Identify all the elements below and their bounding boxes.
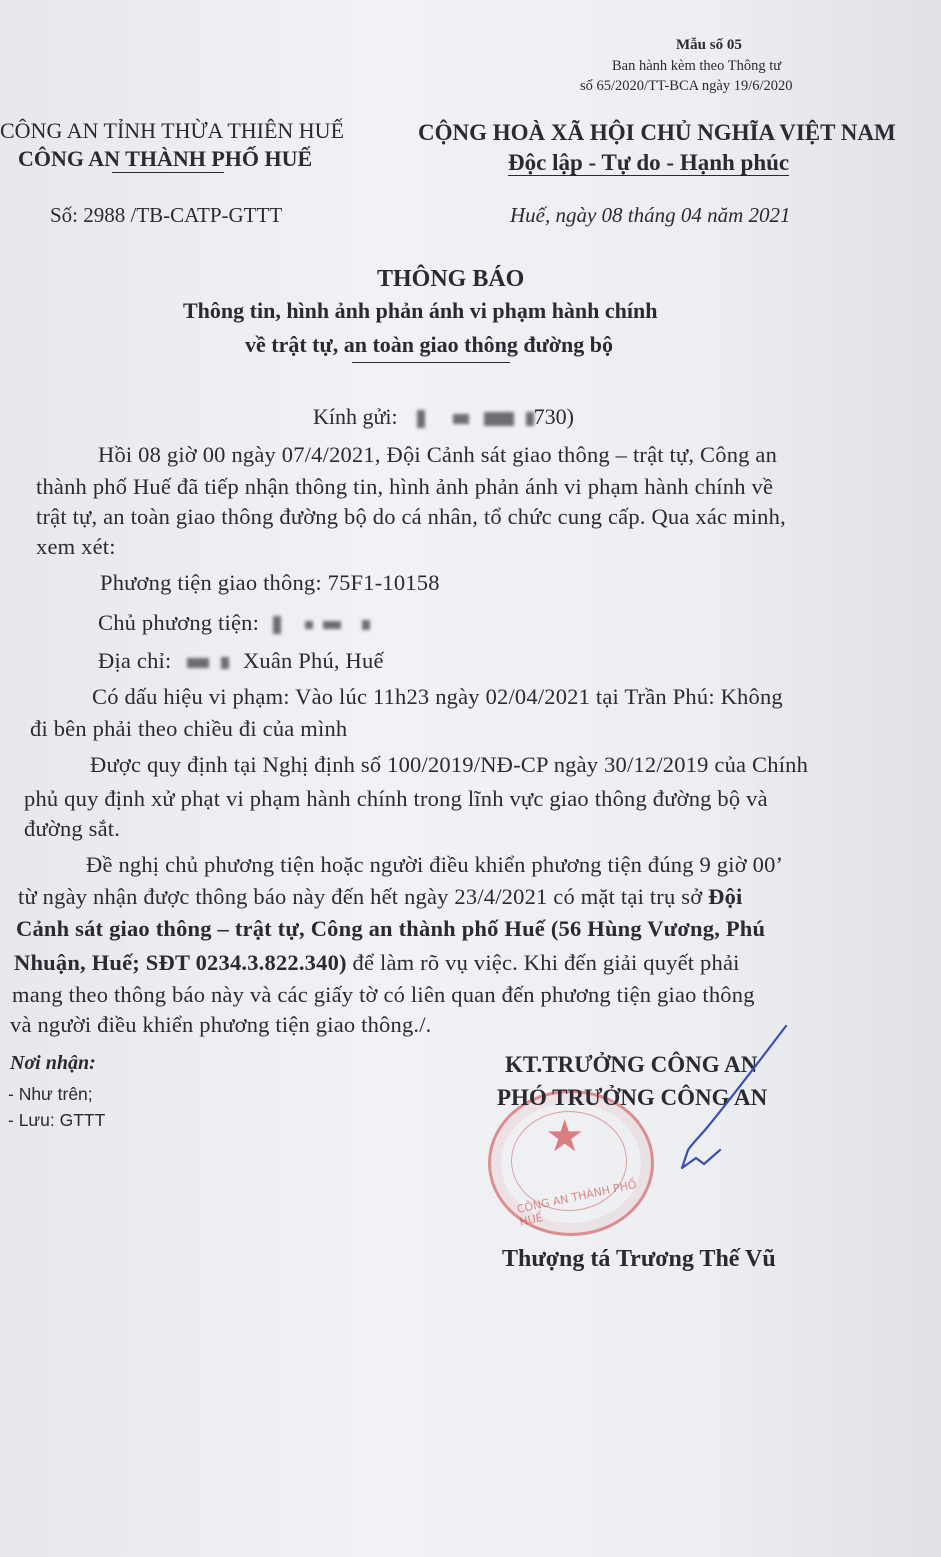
recipient-line xyxy=(313,404,574,430)
redacted-block xyxy=(362,620,370,630)
request-line-2 xyxy=(18,884,743,910)
redacted-block xyxy=(484,412,514,426)
signer-name: Thượng tá Trương Thế Vũ xyxy=(502,1246,776,1272)
document-title: THÔNG BÁO xyxy=(377,266,525,292)
redacted-block xyxy=(305,621,313,629)
vehicle-label: Phương tiện giao thông: xyxy=(100,570,322,595)
issuer-parent: CÔNG AN TỈNH THỪA THIÊN HUẾ xyxy=(0,118,345,143)
form-number: Mẫu số 05 xyxy=(676,37,742,53)
request-line-4 xyxy=(14,950,740,976)
redacted-block xyxy=(273,616,281,634)
vehicle-line xyxy=(100,570,440,596)
request-line-4-bold: Nhuận, Huế; SĐT 0234.3.822.340) xyxy=(14,950,347,975)
redacted-block xyxy=(417,410,425,428)
address-label: Địa chỉ: xyxy=(98,648,172,673)
document-subtitle-1: Thông tin, hình ảnh phản ánh vi phạm hành chính xyxy=(183,298,658,323)
redacted-block xyxy=(323,621,341,629)
recipient-suffix: 730) xyxy=(533,404,574,429)
request-line-6: và người điều khiển phương tiện giao thông./. xyxy=(10,1012,432,1037)
redacted-block xyxy=(453,414,469,424)
owner-label: Chủ phương tiện: xyxy=(98,610,260,635)
document-subtitle-2: về trật tự, an toàn giao thông đường bộ xyxy=(245,332,614,357)
request-line-4-text: để làm rõ vụ việc. Khi đến giải quyết phải xyxy=(352,950,740,975)
redacted-block xyxy=(526,412,534,426)
violation-line-1: Có dấu hiệu vi phạm: Vào lúc 11h23 ngày 02/04/2021 tại Trần Phú: Không xyxy=(92,684,783,709)
redacted-block xyxy=(221,657,229,669)
signature-title-2: PHÓ TRƯỞNG CÔNG AN xyxy=(497,1085,768,1110)
stamp-star-icon: ★ xyxy=(545,1111,585,1162)
legal-line-3: đường sắt. xyxy=(24,816,121,841)
request-line-5: mang theo thông báo này và các giấy tờ có liên quan đến phương tiện giao thông xyxy=(12,982,755,1007)
issue-date: Huế, ngày 08 tháng 04 năm 2021 xyxy=(510,203,791,227)
request-line-2-bold: Đội xyxy=(708,884,743,909)
request-line-2-text: từ ngày nhận được thông báo này đến hết ngày 23/4/2021 có mặt tại trụ sở xyxy=(18,884,703,909)
paragraph-1-line-1: Hồi 08 giờ 00 ngày 07/4/2021, Đội Cảnh sát giao thông – trật tự, Công an xyxy=(98,442,778,467)
nation-motto: Độc lập - Tự do - Hạnh phúc xyxy=(508,150,790,175)
address-value: Xuân Phú, Huế xyxy=(242,648,384,673)
violation-line-2: đi bên phải theo chiều đi của mình xyxy=(30,716,348,741)
request-line-3: Cảnh sát giao thông – trật tự, Công an thành phố Huế (56 Hùng Vương, Phú xyxy=(16,916,766,941)
subtitle-underline xyxy=(352,362,510,363)
recipient-item-2: - Lưu: GTTT xyxy=(8,1110,106,1130)
legal-line-2: phủ quy định xử phạt vi phạm hành chính trong lĩnh vực giao thông đường bộ và xyxy=(24,786,768,811)
paragraph-1-line-4: xem xét: xyxy=(36,534,116,559)
recipients-title: Nơi nhận: xyxy=(10,1052,96,1074)
nation-name: CỘNG HOÀ XÃ HỘI CHỦ NGHĨA VIỆT NAM xyxy=(418,120,896,145)
issuer-unit: CÔNG AN THÀNH PHỐ HUẾ xyxy=(18,146,313,171)
issuer-underline xyxy=(112,172,224,173)
paragraph-1-line-2: thành phố Huế đã tiếp nhận thông tin, hình ảnh phản ánh vi phạm hành chính về xyxy=(36,474,774,499)
legal-line-1: Được quy định tại Nghị định số 100/2019/NĐ-CP ngày 30/12/2019 của Chính xyxy=(90,752,809,777)
handwritten-signature xyxy=(600,1020,800,1180)
stamp-text: CÔNG AN THÀNH PHỐ HUẾ xyxy=(515,1177,638,1229)
paragraph-1-line-3: trật tự, an toàn giao thông đường bộ do cá nhân, tổ chức cung cấp. Qua xác minh, xyxy=(36,504,786,529)
document-number: Số: 2988 /TB-CATP-GTTT xyxy=(50,203,283,227)
request-line-1: Đề nghị chủ phương tiện hoặc người điều khiển phương tiện đúng 9 giờ 00’ xyxy=(86,852,784,877)
owner-line xyxy=(98,610,370,636)
signature-title-1: KT.TRƯỞNG CÔNG AN xyxy=(505,1052,758,1077)
form-line-1: Ban hành kèm theo Thông tư xyxy=(612,58,782,74)
vehicle-plate: 75F1-10158 xyxy=(327,570,440,595)
redacted-block xyxy=(187,658,209,668)
address-line xyxy=(98,648,384,674)
recipient-item-1: - Như trên; xyxy=(8,1084,93,1104)
form-line-2: số 65/2020/TT-BCA ngày 19/6/2020 xyxy=(580,78,793,94)
recipient-label: Kính gửi: xyxy=(313,404,398,429)
